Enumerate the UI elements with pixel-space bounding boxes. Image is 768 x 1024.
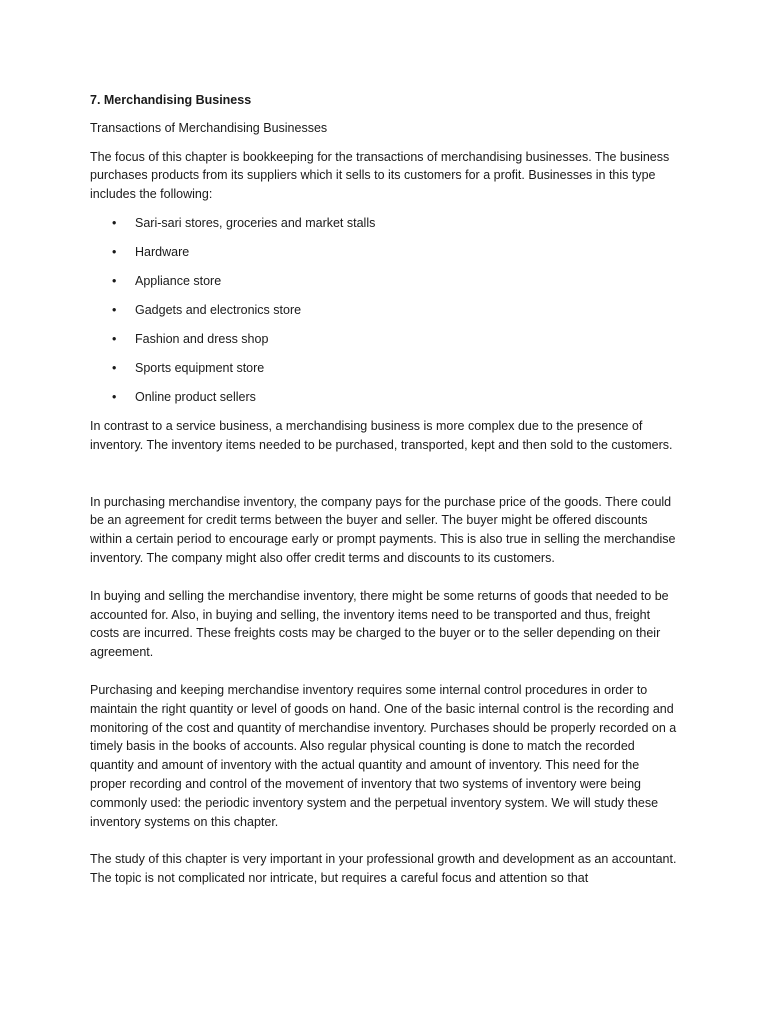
- chapter-heading: 7. Merchandising Business: [90, 93, 252, 107]
- list-item-text: Sports equipment store: [135, 360, 265, 375]
- purchasing-paragraph: In purchasing merchandise inventory, the company pays for the purchase price of the goods. There could be an agreement for credit terms between the buyer and seller. The buyer might be offered discounts within a certain period to encourage early or prompt payments. This is also true in selling the merchandise inventory. The company might also offer credit terms and discounts to its customers.: [90, 494, 676, 565]
- paragraph-spacer: [90, 455, 678, 493]
- bullet-icon: •: [112, 215, 117, 230]
- list-item-text: Appliance store: [135, 273, 222, 288]
- list-item: [90, 330, 678, 349]
- study-paragraph: The study of this chapter is very important in your professional growth and development as an accountant. The topic is not complicated nor intricate, but requires a careful focus and attention so that: [90, 852, 677, 886]
- list-item: [90, 272, 678, 291]
- list-item-text: Online product sellers: [135, 389, 256, 404]
- bullet-icon: •: [112, 273, 117, 288]
- business-types-list: [90, 214, 678, 407]
- list-item: [90, 301, 678, 320]
- list-item-text: Gadgets and electronics store: [135, 302, 302, 317]
- list-item: [90, 243, 678, 262]
- list-item-text: Fashion and dress shop: [135, 331, 269, 346]
- intro-paragraph: The focus of this chapter is bookkeeping for the transactions of merchandising businesses. The business purchases products from its suppliers which it sells to its customers for a profit. Businesses in this type includes the following:: [90, 149, 670, 202]
- internal-control-paragraph: Purchasing and keeping merchandise inventory requires some internal control procedures in order to maintain the right quantity or level of goods on hand. One of the basic internal control is the recording and monitoring of the cost and quantity of merchandise inventory. Purchases should be properly recorded on a timely basis in the books of accounts. Also regular physical counting is done to match the recorded quantity and amount of inventory with the actual quantity and amount of inventory. This need for the proper recording and control of the movement of inventory that two systems of inventory were being commonly used: the periodic inventory system and the perpetual inventory system. We will study these inventory systems on this chapter.: [90, 682, 677, 829]
- list-item: [90, 214, 678, 233]
- bullet-icon: •: [112, 331, 117, 346]
- contrast-paragraph: In contrast to a service business, a merchandising business is more complex due to the presence of inventory. The inventory items needed to be purchased, transported, kept and then sold to the customers.: [90, 418, 673, 452]
- bullet-icon: •: [112, 389, 117, 404]
- list-item: [90, 359, 678, 378]
- bullet-icon: •: [112, 360, 117, 375]
- bullet-icon: •: [112, 244, 117, 259]
- list-item: [90, 388, 678, 407]
- list-item-text: Hardware: [135, 244, 190, 259]
- chapter-subheading: Transactions of Merchandising Businesses: [90, 120, 328, 135]
- paragraph-spacer: [90, 662, 678, 681]
- returns-paragraph: In buying and selling the merchandise inventory, there might be some returns of goods that needed to be accounted for. Also, in buying and selling, the inventory items need to be transported and thus, freight costs are incurred. These freights costs may be charged to the buyer or to the seller depending on their agreement.: [90, 588, 669, 660]
- bullet-icon: •: [112, 302, 117, 317]
- paragraph-spacer: [90, 831, 678, 850]
- list-item-text: Sari-sari stores, groceries and market stalls: [135, 215, 376, 230]
- paragraph-spacer: [90, 568, 678, 587]
